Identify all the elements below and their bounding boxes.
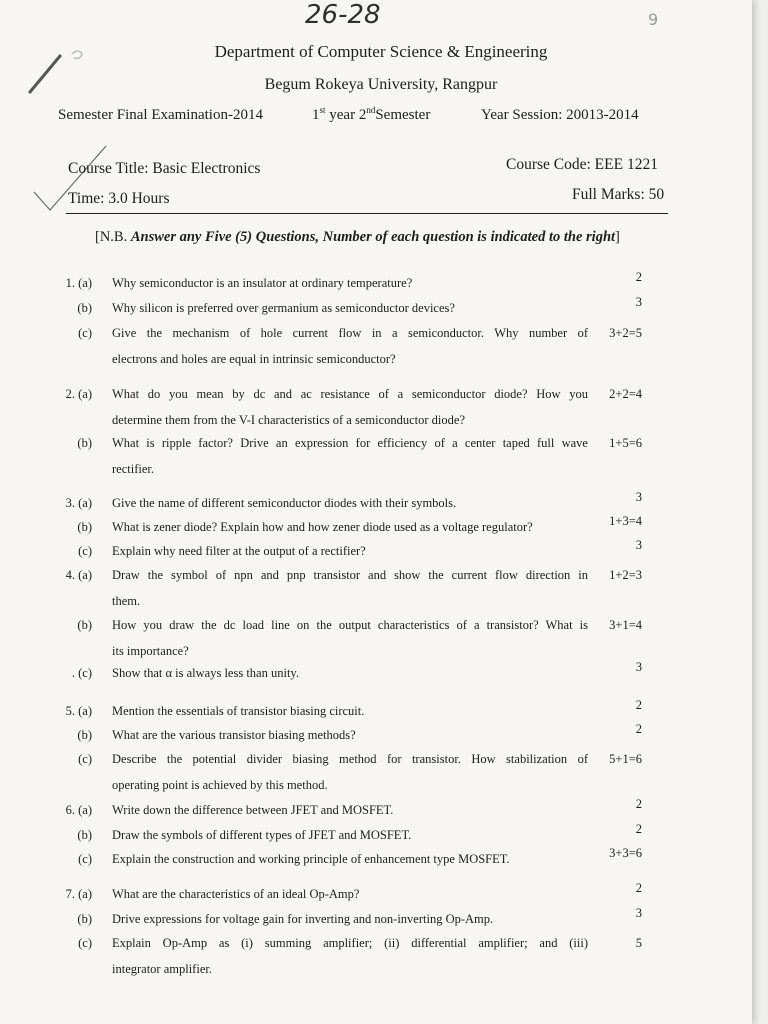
question-marks: 2: [635, 698, 642, 712]
exam-time: Time: 3.0 Hours: [68, 190, 170, 207]
question-text: [112, 906, 588, 932]
question-number: (c): [78, 852, 92, 866]
question-text-line: Why silicon is preferred over germanium as semiconductor devices?: [112, 301, 455, 315]
question-number: (c): [78, 752, 92, 766]
question-text: [112, 295, 588, 321]
question-text: [112, 698, 588, 724]
question-text: [112, 514, 588, 540]
question-marks: 3: [635, 295, 642, 309]
question-number: . (c): [71, 666, 92, 680]
question-text-line: Give the name of different semiconductor diodes with their symbols.: [112, 496, 457, 510]
question-number: (b): [77, 436, 92, 450]
semester-ordinal: nd: [366, 105, 376, 115]
question-marks: 3: [635, 906, 642, 920]
instruction-note: [95, 229, 620, 246]
instruction-suffix: ]: [615, 229, 620, 245]
question-marks: 3+3=6: [609, 846, 642, 860]
question-text-line: Give the mechanism of hole current flow in a semiconductor. Why number of: [112, 326, 588, 340]
semester-text: Semester: [375, 107, 431, 123]
question-text-line: What are the various transistor biasing methods?: [112, 728, 356, 742]
question-marks: 3: [635, 538, 642, 552]
question-text-line: them.: [112, 594, 141, 608]
question-text: [112, 660, 588, 686]
question-text-line: Draw the symbols of different types of JFET and MOSFET.: [112, 828, 412, 842]
header-divider: [66, 213, 668, 214]
question-text: [112, 381, 588, 433]
question-text-line: What do you mean by dc and ac resistance of a semiconductor diode? How you: [112, 387, 588, 401]
question-text: [112, 562, 588, 614]
question-text: [112, 722, 588, 748]
question-text-line: Show that α is always less than unity.: [112, 666, 299, 680]
question-text-line: Describe the potential divider biasing method for transistor. How stabilization of: [112, 752, 588, 766]
question-number: 6. (a): [65, 803, 92, 817]
university-name: Begum Rokeya University, Rangpur: [264, 76, 498, 93]
question-number: (b): [77, 728, 92, 742]
question-text: [112, 490, 588, 516]
question-text-line: What are the characteristics of an ideal Op-Amp?: [112, 887, 360, 901]
question-number: (c): [78, 936, 92, 950]
course-code: Course Code: EEE 1221: [506, 156, 658, 173]
question-number: (b): [77, 828, 92, 842]
year-ordinal: st: [319, 105, 326, 115]
question-text: [112, 846, 588, 872]
question-text-line: Explain the construction and working principle of enhancement type MOSFET.: [112, 852, 510, 866]
question-marks: 1+5=6: [609, 436, 642, 450]
question-text: [112, 881, 588, 907]
question-text-line: Why semiconductor is an insulator at ordinary temperature?: [112, 276, 413, 290]
question-text-line: What is zener diode? Explain how and how zener diode used as a voltage regulator?: [112, 520, 533, 534]
question-text: [112, 746, 588, 798]
question-text: [112, 320, 588, 372]
pen-tick-mark: [28, 140, 108, 220]
year-text: year 2: [329, 107, 367, 123]
question-number: (c): [78, 326, 92, 340]
question-text-line: Explain why need filter at the output of a rectifier?: [112, 544, 366, 558]
question-text-line: Mention the essentials of transistor biasing circuit.: [112, 704, 365, 718]
question-text-line: its importance?: [112, 644, 189, 658]
year-semester: [312, 107, 430, 124]
department-title: Department of Computer Science & Engineering: [214, 42, 548, 61]
question-number: 4. (a): [65, 568, 92, 582]
question-number: (b): [77, 618, 92, 632]
question-text-line: electrons and holes are equal in intrinsic semiconductor?: [112, 352, 396, 366]
question-marks: 3+1=4: [609, 618, 642, 632]
question-number: 1. (a): [65, 276, 92, 290]
question-text-line: Explain Op-Amp as (i) summing amplifier; (ii) differential amplifier; and (iii): [112, 936, 588, 950]
question-text-line: rectifier.: [112, 462, 154, 476]
question-text-line: How you draw the dc load line on the output characteristics of a transistor? What is: [112, 618, 588, 632]
full-marks: Full Marks: 50: [572, 186, 665, 203]
question-marks: 3: [635, 660, 642, 674]
question-number: (b): [77, 301, 92, 315]
question-number: (c): [78, 544, 92, 558]
question-text-line: integrator amplifier.: [112, 962, 212, 976]
question-marks: 5+1=6: [609, 752, 642, 766]
year-session: Year Session: 20013-2014: [481, 107, 639, 123]
question-marks: 5: [635, 936, 642, 950]
question-marks: 2: [635, 722, 642, 736]
question-text-line: operating point is achieved by this method.: [112, 778, 328, 792]
year-number: 1: [312, 107, 320, 123]
instruction-text: Answer any Five (5) Questions, Number of each question is indicated to the right: [130, 229, 616, 245]
question-marks: 2: [635, 822, 642, 836]
question-text-line: determine them from the V-I characteristics of a semiconductor diode?: [112, 413, 465, 427]
question-text: [112, 930, 588, 982]
question-text: [112, 538, 588, 564]
question-number: 3. (a): [65, 496, 92, 510]
question-number: 2. (a): [65, 387, 92, 401]
handwritten-corner-note: 9: [648, 10, 659, 29]
question-text-line: What is ripple factor? Drive an expression for efficiency of a center taped full wave: [112, 436, 588, 450]
question-number: (b): [77, 520, 92, 534]
question-marks: 3+2=5: [609, 326, 642, 340]
question-marks: 2: [635, 270, 642, 284]
question-marks: 2+2=4: [609, 387, 642, 401]
question-text: [112, 797, 588, 823]
question-marks: 1+3=4: [609, 514, 642, 528]
question-text-line: Draw the symbol of npn and pnp transistor and show the current flow direction in: [112, 568, 588, 582]
question-text: [112, 822, 588, 848]
question-number: (b): [77, 912, 92, 926]
question-text: [112, 270, 588, 296]
question-marks: 2: [635, 797, 642, 811]
handwritten-page-note: 26-28: [305, 0, 381, 30]
question-marks: 3: [635, 490, 642, 504]
question-text: [112, 430, 588, 482]
instruction-prefix: [N.B.: [95, 229, 131, 245]
question-number: 5. (a): [65, 704, 92, 718]
question-text-line: Write down the difference between JFET and MOSFET.: [112, 803, 394, 817]
question-text-line: Drive expressions for voltage gain for inverting and non-inverting Op-Amp.: [112, 912, 494, 926]
question-marks: 2: [635, 881, 642, 895]
question-number: 7. (a): [65, 887, 92, 901]
exam-name: Semester Final Examination-2014: [58, 107, 263, 123]
question-text: [112, 612, 588, 664]
course-title: Course Title: Basic Electronics: [68, 160, 261, 177]
question-marks: 1+2=3: [609, 568, 642, 582]
